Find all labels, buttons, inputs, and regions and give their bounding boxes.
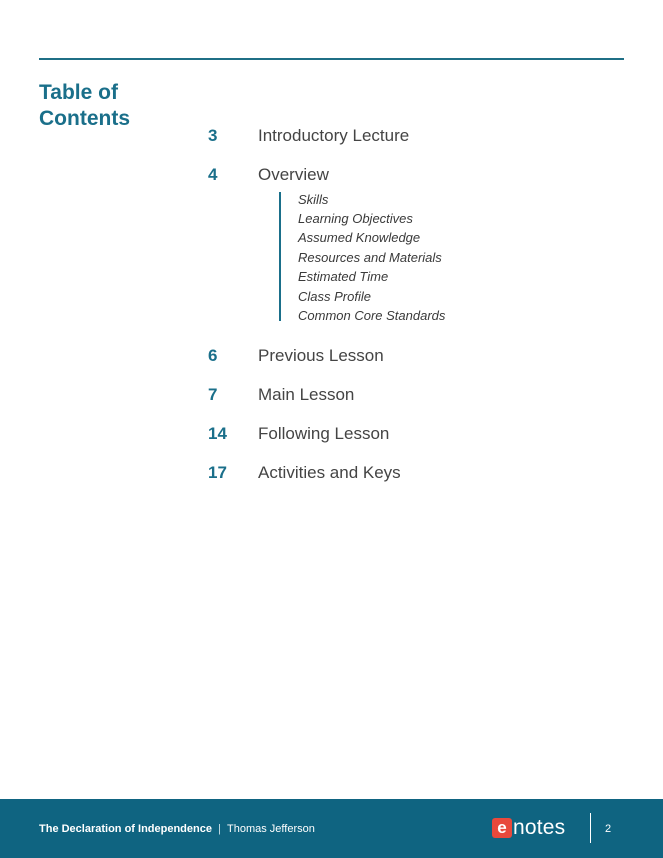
footer-author: Thomas Jefferson bbox=[227, 823, 315, 835]
overview-subsections bbox=[279, 192, 541, 321]
logo-e-icon: e bbox=[492, 818, 512, 838]
toc-page-number: 6 bbox=[208, 346, 218, 365]
toc-entry-previous-lesson[interactable] bbox=[0, 345, 663, 369]
toc-page-number: 7 bbox=[208, 385, 218, 404]
toc-entry-title: Introductory Lecture bbox=[258, 126, 410, 145]
toc-entry-following-lesson[interactable] bbox=[0, 423, 663, 447]
toc-entry-introductory-lecture[interactable] bbox=[0, 125, 663, 149]
logo-wordmark: notes bbox=[513, 816, 566, 839]
toc-entry-overview[interactable] bbox=[0, 164, 663, 188]
page-footer bbox=[0, 799, 663, 858]
subsection-class-profile[interactable]: Class Profile bbox=[298, 289, 371, 304]
subsection-estimated-time[interactable]: Estimated Time bbox=[298, 269, 389, 284]
footer-separator: | bbox=[218, 823, 221, 835]
toc-entry-title: Following Lesson bbox=[258, 424, 390, 443]
subsection-assumed-knowledge[interactable]: Assumed Knowledge bbox=[298, 230, 421, 245]
toc-heading: Table of Contents bbox=[39, 81, 130, 130]
toc-entry-main-lesson[interactable] bbox=[0, 384, 663, 408]
subsection-skills[interactable]: Skills bbox=[298, 192, 329, 207]
top-divider bbox=[39, 58, 624, 60]
toc-page-number: 14 bbox=[208, 424, 227, 443]
page-number: 2 bbox=[605, 823, 612, 835]
subsection-learning-objectives[interactable]: Learning Objectives bbox=[298, 211, 413, 226]
footer-book-title: The Declaration of Independence bbox=[39, 823, 212, 835]
toc-entry-title: Overview bbox=[258, 165, 329, 184]
subsection-common-core-standards[interactable]: Common Core Standards bbox=[298, 308, 446, 323]
toc-entry-activities-and-keys[interactable] bbox=[0, 462, 663, 486]
enotes-logo[interactable] bbox=[492, 816, 565, 840]
toc-entry-title: Previous Lesson bbox=[258, 346, 384, 365]
toc-entry-title: Main Lesson bbox=[258, 385, 355, 404]
toc-page-number: 3 bbox=[208, 126, 218, 145]
toc-page-number: 17 bbox=[208, 463, 227, 482]
toc-entry-title: Activities and Keys bbox=[258, 463, 401, 482]
toc-page-number: 4 bbox=[208, 165, 218, 184]
subsection-resources-and-materials[interactable]: Resources and Materials bbox=[298, 250, 442, 265]
footer-divider bbox=[590, 813, 591, 843]
